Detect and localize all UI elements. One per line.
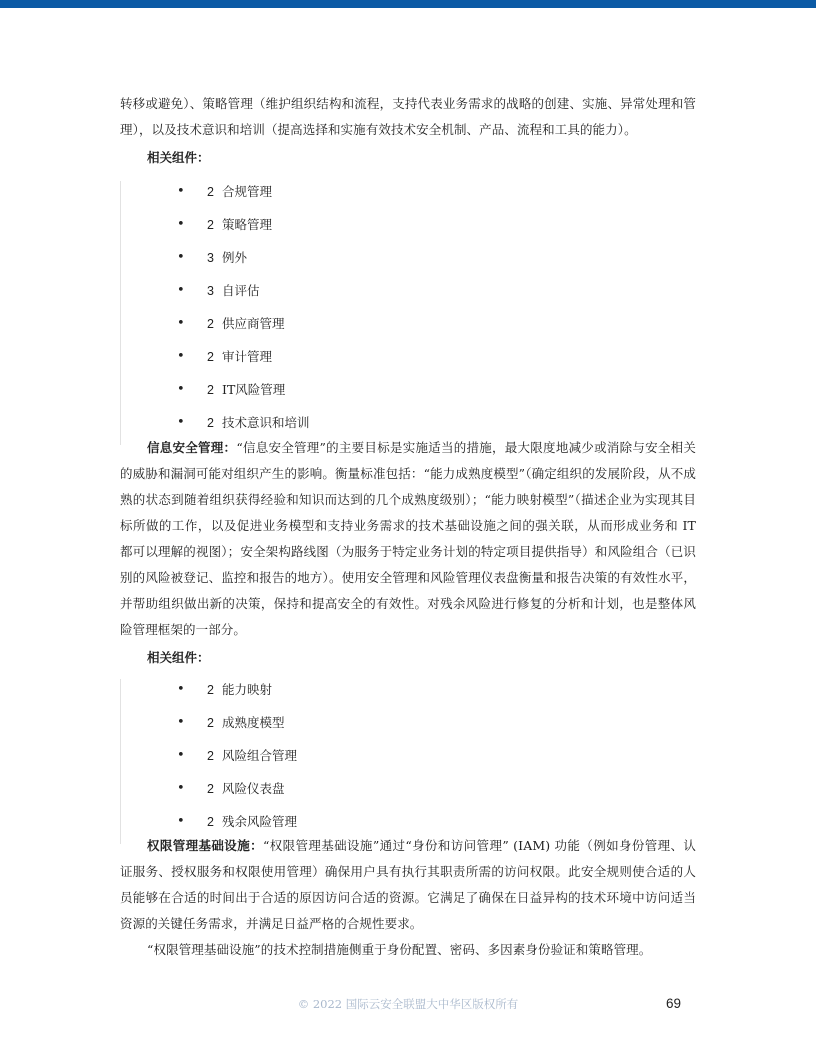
list-item-label: 风险组合管理 <box>222 748 298 763</box>
privilege-management-body: “权限管理基础设施”通过“身份和访问管理” (IAM) 功能（例如身份管理、认证服务、授权服务和权限使用管理）确保用户具有执行其职责所需的访问权限。此安全规则使合适的人员能够在合适的时间出于合适的原因访问合适的资源。它满足了确保在日益异构的技术环境中访问适当资源的关键任务需求，并满足日益严格的合规性要求。 <box>120 838 696 931</box>
list-item-number: 3 <box>207 251 214 265</box>
list-item <box>121 280 601 313</box>
bullet-icon: • <box>177 814 185 829</box>
list-item-label: 自评估 <box>222 283 260 298</box>
list-item-label: 合规管理 <box>222 184 273 199</box>
bullet-icon: • <box>177 250 185 265</box>
bullet-icon: • <box>177 283 185 298</box>
list-item <box>121 313 601 346</box>
list-item <box>121 778 601 811</box>
list-item <box>121 379 601 412</box>
bullet-icon: • <box>177 382 185 397</box>
footer-copyright: © 2022 国际云安全联盟大中华区版权所有 <box>297 997 519 1011</box>
bullet-icon: • <box>177 781 185 796</box>
bullet-icon: • <box>177 217 185 232</box>
list-item <box>121 346 601 379</box>
top-header-bar <box>0 0 816 8</box>
list-item-number: 2 <box>207 317 214 331</box>
related-components-list-2 <box>120 679 601 844</box>
bullet-icon: • <box>177 184 185 199</box>
info-security-management-paragraph <box>120 435 696 643</box>
list-item-number: 3 <box>207 284 214 298</box>
list-item-label: 例外 <box>222 250 248 265</box>
intro-paragraph: 转移或避免）、策略管理（维护组织结构和流程，支持代表业务需求的战略的创建、实施、异常处理和管理），以及技术意识和培训（提高选择和实施有效技术安全机制、产品、流程和工具的能力）。 <box>120 96 696 137</box>
list-item-number: 2 <box>207 815 214 829</box>
list-item <box>121 679 601 712</box>
info-security-management-title: 信息安全管理： <box>147 440 237 455</box>
privilege-management-paragraph <box>120 833 696 937</box>
list-item-number: 2 <box>207 383 214 397</box>
related-components-heading-1: 相关组件： <box>147 150 210 165</box>
list-item-number: 2 <box>207 782 214 796</box>
list-item-label: 能力映射 <box>222 682 273 697</box>
list-item-label: 审计管理 <box>222 349 273 364</box>
list-item-label: 策略管理 <box>222 217 273 232</box>
bullet-icon: • <box>177 715 185 730</box>
bullet-icon: • <box>177 316 185 331</box>
page-number: 69 <box>666 996 682 1011</box>
list-item <box>121 712 601 745</box>
list-item-label: 供应商管理 <box>222 316 285 331</box>
list-item-number: 2 <box>207 185 214 199</box>
bullet-icon: • <box>177 349 185 364</box>
list-item <box>121 214 601 247</box>
list-item-number: 2 <box>207 350 214 364</box>
privilege-management-title: 权限管理基础设施： <box>147 838 263 853</box>
bullet-icon: • <box>177 682 185 697</box>
list-item-label: 残余风险管理 <box>222 814 298 829</box>
list-item <box>121 247 601 280</box>
list-item-number: 2 <box>207 218 214 232</box>
bullet-icon: • <box>177 748 185 763</box>
list-item-label: 技术意识和培训 <box>222 415 310 430</box>
technical-controls-paragraph: “权限管理基础设施”的技术控制措施侧重于身份配置、密码、多因素身份验证和策略管理。 <box>147 942 652 957</box>
list-item <box>121 745 601 778</box>
list-item-label: 风险仪表盘 <box>222 781 285 796</box>
related-components-heading-2: 相关组件： <box>147 650 210 665</box>
bullet-icon: • <box>177 415 185 430</box>
list-item-number: 2 <box>207 416 214 430</box>
list-item-number: 2 <box>207 683 214 697</box>
list-item-number: 2 <box>207 716 214 730</box>
list-item-label: IT风险管理 <box>222 382 286 397</box>
list-item-label: 成熟度模型 <box>222 715 285 730</box>
list-item <box>121 181 601 214</box>
list-item-number: 2 <box>207 749 214 763</box>
related-components-list-1 <box>120 181 601 445</box>
info-security-management-body: “信息安全管理”的主要目标是实施适当的措施，最大限度地减少或消除与安全相关的威胁和漏洞可能对组织产生的影响。衡量标准包括：“能力成熟度模型”（确定组织的发展阶段，从不成熟的状态到随着组织获得经验和知识而达到的几个成熟度级别）；“能力映射模型”（描述企业为实现其目标所做的工作，以及促进业务模型和支持业务需求的技术基础设施之间的强关联，从而形成业务和 IT 都可以理解的视图）；安全架构路线图（为服务于特定业务计划的特定项目提供指导）和风险组合（已识别的风险被登记、监控和报告的地方）。使用安全管理和风险管理仪表盘衡量和报告决策的有效性水平，并帮助组织做出新的决策，保持和提高安全的有效性。对残余风险进行修复的分析和计划，也是整体风险管理框架的一部分。 <box>120 440 696 637</box>
